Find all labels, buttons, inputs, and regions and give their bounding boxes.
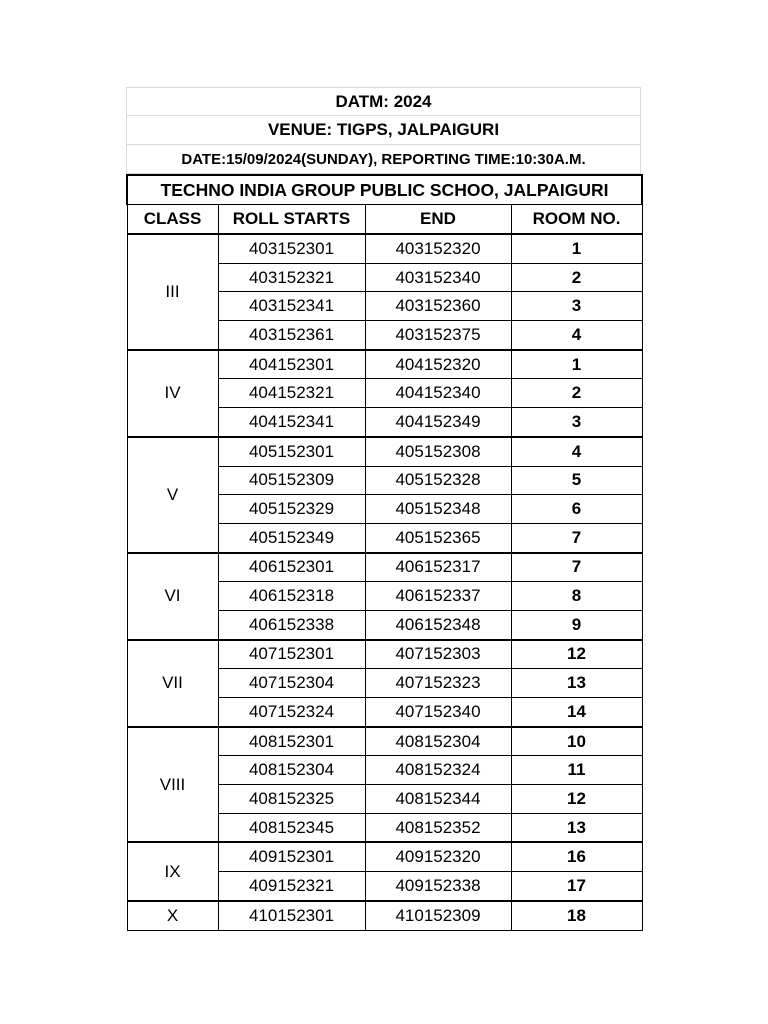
seating-table-body [127, 234, 642, 930]
roll-end-cell: 406152348 [365, 610, 511, 639]
roll-start-cell: 406152338 [218, 610, 365, 639]
roll-start-cell: 408152304 [218, 756, 365, 785]
table-row [127, 842, 642, 871]
room-no-cell: 8 [511, 582, 642, 611]
room-no-cell: 16 [511, 842, 642, 871]
class-cell: VIII [127, 727, 218, 843]
date-reporting-line: DATE:15/09/2024(SUNDAY), REPORTING TIME:10:30A.M. [126, 145, 641, 174]
table-row [127, 350, 642, 379]
roll-end-cell: 404152349 [365, 408, 511, 437]
roll-start-cell: 403152321 [218, 263, 365, 292]
roll-end-cell: 405152308 [365, 437, 511, 466]
roll-start-cell: 408152301 [218, 727, 365, 756]
room-no-cell: 2 [511, 263, 642, 292]
class-cell: VII [127, 640, 218, 727]
roll-end-cell: 404152320 [365, 350, 511, 379]
room-no-cell: 12 [511, 785, 642, 814]
roll-end-cell: 408152352 [365, 813, 511, 842]
room-no-cell: 17 [511, 872, 642, 901]
roll-end-cell: 410152309 [365, 901, 511, 930]
roll-start-cell: 405152309 [218, 466, 365, 495]
room-no-cell: 7 [511, 523, 642, 552]
roll-end-cell: 405152348 [365, 495, 511, 524]
roll-start-cell: 409152301 [218, 842, 365, 871]
roll-start-cell: 405152349 [218, 523, 365, 552]
roll-start-cell: 404152301 [218, 350, 365, 379]
datm-title: DATM: 2024 [126, 87, 641, 116]
school-name: TECHNO INDIA GROUP PUBLIC SCHOO, JALPAIGURI [127, 175, 642, 205]
room-no-cell: 14 [511, 698, 642, 727]
roll-end-cell: 403152375 [365, 321, 511, 350]
roll-start-cell: 407152304 [218, 669, 365, 698]
room-no-cell: 6 [511, 495, 642, 524]
table-row [127, 234, 642, 263]
roll-start-cell: 403152301 [218, 234, 365, 263]
table-row [127, 727, 642, 756]
roll-end-cell: 409152320 [365, 842, 511, 871]
class-cell: VI [127, 553, 218, 640]
class-cell: V [127, 437, 218, 553]
school-row [127, 175, 642, 205]
room-no-cell: 1 [511, 234, 642, 263]
table-row [127, 437, 642, 466]
roll-end-cell: 407152303 [365, 640, 511, 669]
room-no-cell: 10 [511, 727, 642, 756]
table-row [127, 553, 642, 582]
roll-end-cell: 403152340 [365, 263, 511, 292]
roll-end-cell: 407152323 [365, 669, 511, 698]
roll-start-cell: 407152324 [218, 698, 365, 727]
venue-line: VENUE: TIGPS, JALPAIGURI [126, 116, 641, 145]
roll-end-cell: 408152324 [365, 756, 511, 785]
room-no-cell: 4 [511, 321, 642, 350]
room-no-cell: 9 [511, 610, 642, 639]
class-cell: IX [127, 842, 218, 900]
roll-end-cell: 408152344 [365, 785, 511, 814]
roll-end-cell: 404152340 [365, 379, 511, 408]
roll-start-cell: 410152301 [218, 901, 365, 930]
column-header-class: CLASS [127, 205, 218, 235]
column-header-end: END [365, 205, 511, 235]
roll-end-cell: 406152317 [365, 553, 511, 582]
roll-end-cell: 405152328 [365, 466, 511, 495]
room-no-cell: 1 [511, 350, 642, 379]
room-no-cell: 2 [511, 379, 642, 408]
class-cell: III [127, 234, 218, 350]
roll-end-cell: 407152340 [365, 698, 511, 727]
roll-end-cell: 403152360 [365, 292, 511, 321]
roll-start-cell: 406152301 [218, 553, 365, 582]
room-no-cell: 3 [511, 292, 642, 321]
roll-end-cell: 403152320 [365, 234, 511, 263]
column-header-roll-starts: ROLL STARTS [218, 205, 365, 235]
roll-start-cell: 405152301 [218, 437, 365, 466]
room-no-cell: 4 [511, 437, 642, 466]
roll-start-cell: 408152345 [218, 813, 365, 842]
room-no-cell: 11 [511, 756, 642, 785]
roll-start-cell: 408152325 [218, 785, 365, 814]
roll-start-cell: 405152329 [218, 495, 365, 524]
roll-start-cell: 404152321 [218, 379, 365, 408]
roll-end-cell: 405152365 [365, 523, 511, 552]
class-cell: IV [127, 350, 218, 437]
roll-end-cell: 409152338 [365, 872, 511, 901]
room-no-cell: 7 [511, 553, 642, 582]
room-no-cell: 13 [511, 669, 642, 698]
roll-start-cell: 406152318 [218, 582, 365, 611]
room-no-cell: 18 [511, 901, 642, 930]
roll-end-cell: 406152337 [365, 582, 511, 611]
roll-start-cell: 409152321 [218, 872, 365, 901]
room-no-cell: 12 [511, 640, 642, 669]
room-no-cell: 5 [511, 466, 642, 495]
exam-seating-sheet [126, 87, 641, 931]
roll-start-cell: 403152341 [218, 292, 365, 321]
roll-start-cell: 403152361 [218, 321, 365, 350]
roll-start-cell: 404152341 [218, 408, 365, 437]
room-no-cell: 13 [511, 813, 642, 842]
class-cell: X [127, 901, 218, 930]
table-row [127, 901, 642, 930]
column-header-row [127, 205, 642, 235]
roll-end-cell: 408152304 [365, 727, 511, 756]
room-no-cell: 3 [511, 408, 642, 437]
column-header-room-no: ROOM NO. [511, 205, 642, 235]
seating-table [126, 174, 643, 931]
table-row [127, 640, 642, 669]
roll-start-cell: 407152301 [218, 640, 365, 669]
